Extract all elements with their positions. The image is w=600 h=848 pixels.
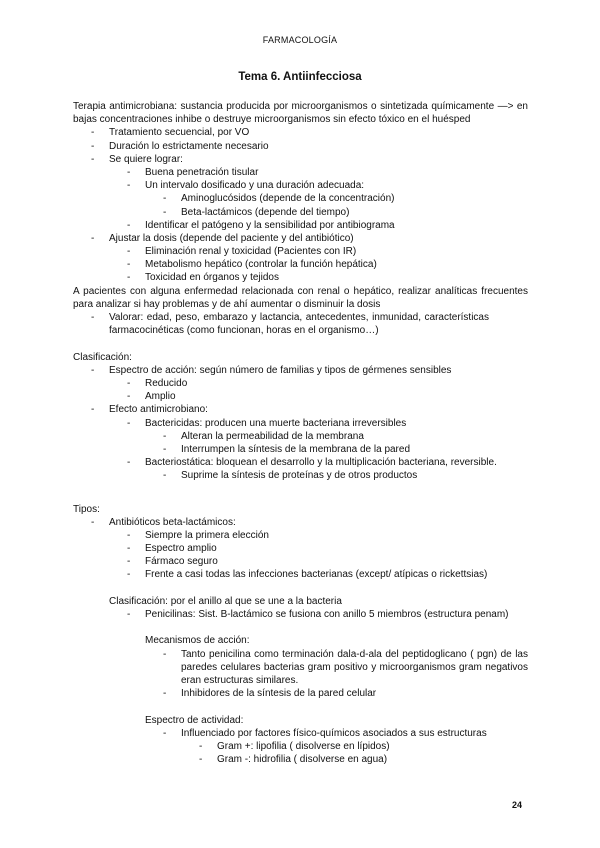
list-item: - Efecto antimicrobiano: [91,404,208,416]
bullet: - [91,312,95,324]
list-item: - Ajustar la dosis (depende del paciente y del antibiótico) [91,232,354,244]
bullet: - [127,609,131,621]
bullet: - [199,740,203,752]
list-item: - Penicilinas: Sist. B-lactámico se fusiona con anillo 5 miembros (estructura penam) [127,609,509,621]
bullet: - [163,193,167,205]
list-item: - Un intervalo dosificado y una duración adecuada: [127,180,365,192]
list-item: - Tratamiento secuencial, por VO [91,127,250,139]
section-heading-tipos: Tipos: [73,503,100,515]
list-item: - Espectro amplio [127,543,217,555]
bullet: - [163,688,167,700]
list-item: - Toxicidad en órganos y tejidos [127,272,279,284]
bullet: - [163,727,167,739]
bullet: - [127,166,131,178]
list-item: - Suprime la síntesis de proteínas y de otros productos [163,470,418,482]
page-number: 24 [512,800,523,810]
list-item: - Frente a casi todas las infecciones bacterianas (except/ atípicas o rickettsias) [127,569,488,581]
list-item: - Espectro de acción: según número de familias y tipos de gérmenes sensibles [91,364,452,376]
bullet: - [127,246,131,258]
bullet: - [163,470,167,482]
list-item: - Tanto penicilina como terminación dala-d-ala del peptidoglicano ( pgn) de las paredes celulares bacterias gram positivo y microorganismos gram negativos eran estructuras similares. [163,648,528,686]
list-item: - Duración lo estrictamente necesario [91,140,269,152]
bullet: - [91,404,95,416]
list-item: - Gram -: hidrofilia ( disolverse en agua) [199,754,388,766]
bullet: - [127,219,131,231]
list-item: - Se quiere lograr: [91,153,183,165]
intro-paragraph: Terapia antimicrobiana: sustancia producida por microorganismos o sintetizada químicamente —> en bajas concentraciones inhibe o destruye microorganismos sin efecto tóxico en el huésped [73,101,528,126]
list-item: - Influenciado por factores físico-químicos asociados a sus estructuras [163,727,487,739]
bullet: - [163,648,167,660]
list-item: - Valorar: edad, peso, embarazo y lactancia, antecedentes, inmunidad, características farmacocinéticas (como funcionan, horas en el organismo…) [91,312,489,337]
bullet: - [91,127,95,139]
bullet: - [127,259,131,271]
bullet: - [127,391,131,403]
list-item: - Identificar el patógeno y la sensibilidad por antibiograma [127,219,395,231]
bullet: - [127,378,131,390]
bullet: - [127,180,131,192]
renal-hepatic-paragraph: A pacientes con alguna enfermedad relacionada con renal o hepático, realizar analíticas frecuentes para analizar si hay problemas y de ahí aumentar o disminuir la dosis [73,285,528,310]
list-item: - Alteran la permeabilidad de la membrana [163,430,364,442]
list-item: - Bacteriostática: bloquean el desarrollo y la multiplicación bacteriana, reversible. [127,457,497,469]
bullet: - [199,754,203,766]
bullet: - [127,529,131,541]
list-item: - Fármaco seguro [127,556,218,568]
list-item: - Antibióticos beta-lactámicos: [91,516,236,528]
bullet: - [91,516,95,528]
bullet: - [163,206,167,218]
section-heading-clasificacion: Clasificación: [73,351,132,363]
bullet: - [91,140,95,152]
bullet: - [91,232,95,244]
list-item: - Gram +: lipofilia ( disolverse en lípidos) [199,740,390,752]
bullet: - [163,430,167,442]
list-item: - Metabolismo hepático (controlar la función hepática) [127,259,377,271]
bullet: - [127,543,131,555]
bullet: - [91,153,95,165]
bullet: - [127,556,131,568]
running-header: FARMACOLOGÍA [262,35,338,45]
list-item: - Reducido [127,378,188,390]
list-item: - Aminoglucósidos (depende de la concentración) [163,193,395,205]
page-title: Tema 6. Antiinfecciosa [238,71,362,83]
list-item: - Eliminación renal y toxicidad (Pacientes con IR) [127,246,357,258]
bullet: - [163,443,167,455]
list-item: - Bactericidas: producen una muerte bacteriana irreversibles [127,417,407,429]
bullet: - [127,569,131,581]
list-item: - Interrumpen la síntesis de la membrana de la pared [163,443,411,455]
list-item: - Inhibidores de la síntesis de la pared celular [163,688,377,700]
subheading-mecanismos: Mecanismos de acción: [145,635,250,647]
subheading-espectro-actividad: Espectro de actividad: [145,714,244,726]
bullet: - [91,364,95,376]
list-item: - Siempre la primera elección [127,529,269,541]
list-item: - Buena penetración tisular [127,166,259,178]
bullet: - [127,272,131,284]
bullet: - [127,417,131,429]
bullet: - [127,457,131,469]
document-body [73,100,528,766]
list-item: - Beta-lactámicos (depende del tiempo) [163,206,350,218]
list-item: - Amplio [127,391,176,403]
subheading-clasificacion-anillo: Clasificación: por el anillo al que se une a la bacteria [109,595,342,607]
